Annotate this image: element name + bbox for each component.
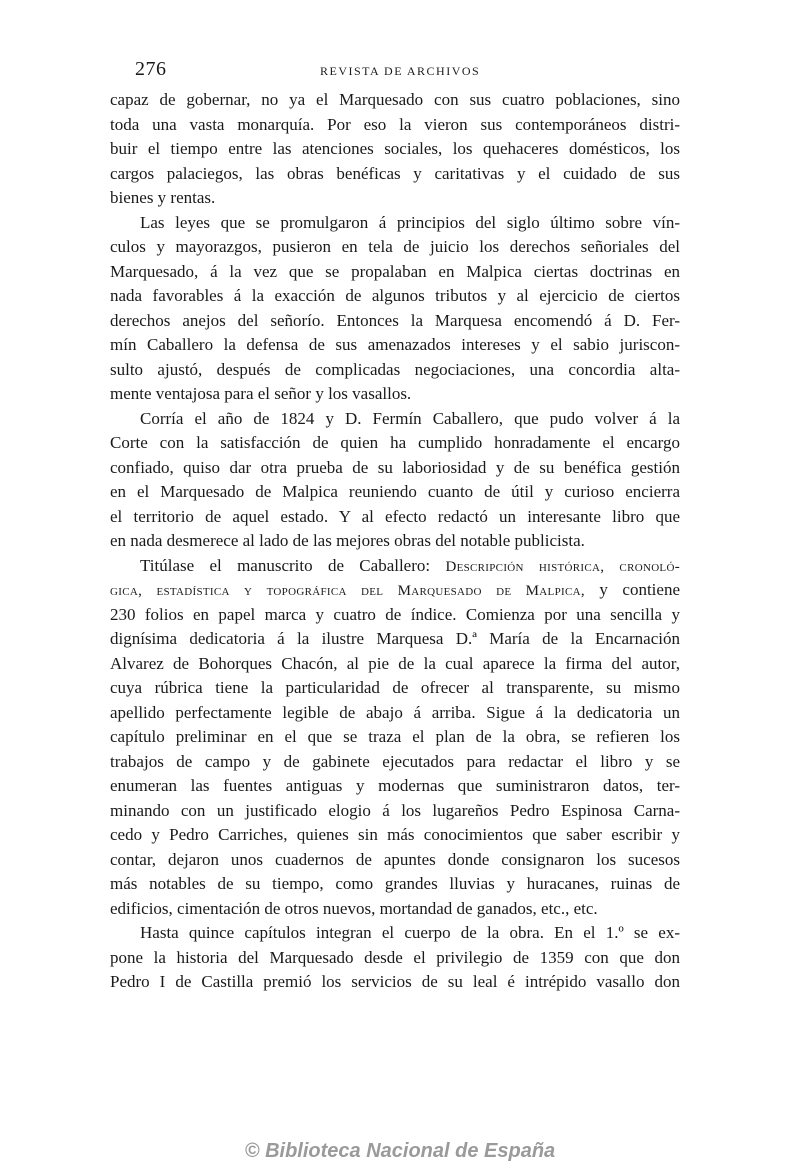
line-text: Las leyes que se promulgaron á principios del siglo último sobre vín-	[140, 212, 680, 232]
text-line	[110, 162, 680, 187]
line-text: más notables de su tiempo, como grandes lluvias y huracanes, ruinas de	[110, 874, 680, 893]
line-text: 230 folios en papel marca y cuatro de índice. Comienza por una sencilla y	[110, 604, 680, 624]
line-text: Corte con la satisfacción de quien ha cumplido honradamente el encargo	[110, 433, 680, 452]
text-line	[110, 382, 680, 407]
text-line	[110, 603, 680, 628]
text-line	[110, 113, 680, 138]
line-text: cedo y Pedro Carriches, quienes sin más conocimientos que saber escribir y	[110, 825, 680, 844]
text-line	[110, 774, 680, 799]
text-line	[110, 921, 680, 946]
text-line	[110, 799, 680, 824]
text-line	[110, 578, 680, 603]
text-line	[110, 505, 680, 530]
line-text: Alvarez de Bohorques Chacón, al pie de la cual aparece la firma del autor,	[110, 653, 680, 673]
line-text: pone la historia del Marquesado desde el privilegio de 1359 con que don	[110, 947, 680, 967]
body-text	[110, 88, 680, 995]
book-title-small-caps: gica, estadística y topográfica del Marquesado de Malpica,	[110, 583, 585, 599]
line-text: confiado, quiso dar otra prueba de su laboriosidad y de su benéfica gestión	[110, 457, 680, 477]
text-line	[110, 284, 680, 309]
text-line	[110, 627, 680, 652]
page-number: 276	[135, 58, 167, 80]
line-text: mente ventajosa para el señor y los vasallos.	[110, 384, 412, 403]
line-text: en el Marquesado de Malpica reuniendo cuanto de útil y curioso encierra	[110, 482, 680, 501]
text-line	[110, 554, 680, 579]
text-line	[110, 701, 680, 726]
line-text: minando con un justificado elogio á los lugareños Pedro Espinosa Carna-	[110, 800, 680, 820]
text-line	[110, 431, 680, 456]
page	[110, 58, 680, 995]
text-line	[110, 676, 680, 701]
line-text: capítulo preliminar en el que se traza el plan de la obra, se refieren los	[110, 727, 680, 746]
running-title: REVISTA DE ARCHIVOS	[320, 64, 481, 78]
text-line	[110, 652, 680, 677]
line-text: el territorio de aquel estado. Y al efecto redactó un interesante libro que	[110, 506, 680, 526]
text-line	[110, 946, 680, 971]
text-line	[110, 848, 680, 873]
line-text: mín Caballero la defensa de sus amenazados intereses y el sabio juriscon-	[110, 335, 680, 354]
library-watermark: © Biblioteca Nacional de España	[244, 1140, 556, 1162]
line-text: cargos palaciegos, las obras benéficas y caritativas y el cuidado de sus	[110, 163, 680, 183]
line-text: derechos anejos del señorío. Entonces la Marquesa encomendó á D. Fer-	[110, 310, 680, 330]
text-line	[110, 480, 680, 505]
line-text: nada favorables á la exacción de algunos tributos y al ejercicio de ciertos	[110, 286, 680, 305]
line-tail: y contiene	[584, 580, 680, 599]
text-line	[110, 186, 680, 211]
text-line	[110, 897, 680, 922]
line-text: contar, dejaron unos cuadernos de apuntes donde consignaron los sucesos	[110, 849, 680, 869]
line-text: enumeran las fuentes antiguas y modernas que suministraron datos, ter-	[110, 776, 680, 795]
line-text: bienes y rentas.	[110, 188, 216, 207]
book-title-small-caps: Descripción histórica, cronoló-	[445, 558, 680, 575]
line-text: culos y mayorazgos, pusieron en tela de juicio los derechos señoriales del	[110, 237, 680, 256]
text-line	[110, 970, 680, 995]
line-text: buir el tiempo entre las atenciones sociales, los quehaceres domésticos, los	[110, 139, 680, 158]
line-text: sulto ajustó, después de complicadas negociaciones, una concordia alta-	[110, 359, 680, 379]
line-text: edificios, cimentación de otros nuevos, mortandad de ganados, etc., etc.	[110, 898, 598, 918]
text-line	[110, 872, 680, 897]
text-line	[110, 456, 680, 481]
line-text: en nada desmerece al lado de las mejores obras del notable publicista.	[110, 531, 585, 550]
line-text: Pedro I de Castilla premió los servicios de su leal é intrépido vasallo don	[110, 972, 680, 991]
text-line	[110, 529, 680, 554]
line-text: Corría el año de 1824 y D. Fermín Caballero, que pudo volver á la	[140, 408, 680, 428]
line-text: Hasta quince capítulos integran el cuerpo de la obra. En el 1.º se ex-	[140, 923, 680, 942]
running-head	[110, 58, 680, 86]
text-line	[110, 260, 680, 285]
line-text: cuya rúbrica tiene la particularidad de ofrecer al transparente, su mismo	[110, 678, 680, 697]
line-text: apellido perfectamente legible de abajo á arriba. Sigue á la dedicatoria un	[110, 702, 680, 722]
text-line	[110, 235, 680, 260]
line-text: toda una vasta monarquía. Por eso la vieron sus contemporáneos distri-	[110, 114, 680, 134]
text-line	[110, 333, 680, 358]
line-text: capaz de gobernar, no ya el Marquesado con sus cuatro poblaciones, sino	[110, 90, 680, 109]
text-line	[110, 725, 680, 750]
line-text: trabajos de campo y de gabinete ejecutados para redactar el libro y se	[110, 751, 680, 771]
text-line	[110, 137, 680, 162]
text-line	[110, 823, 680, 848]
text-line	[110, 358, 680, 383]
text-line	[110, 309, 680, 334]
line-text: dignísima dedicatoria á la ilustre Marquesa D.ª María de la Encarnación	[110, 629, 680, 648]
text-line	[110, 88, 680, 113]
line-text: Titúlase el manuscrito de Caballero:	[140, 555, 431, 575]
text-line	[110, 407, 680, 432]
text-line	[110, 750, 680, 775]
text-line	[110, 211, 680, 236]
line-text: Marquesado, á la vez que se propalaban en Malpica ciertas doctrinas en	[110, 261, 680, 281]
